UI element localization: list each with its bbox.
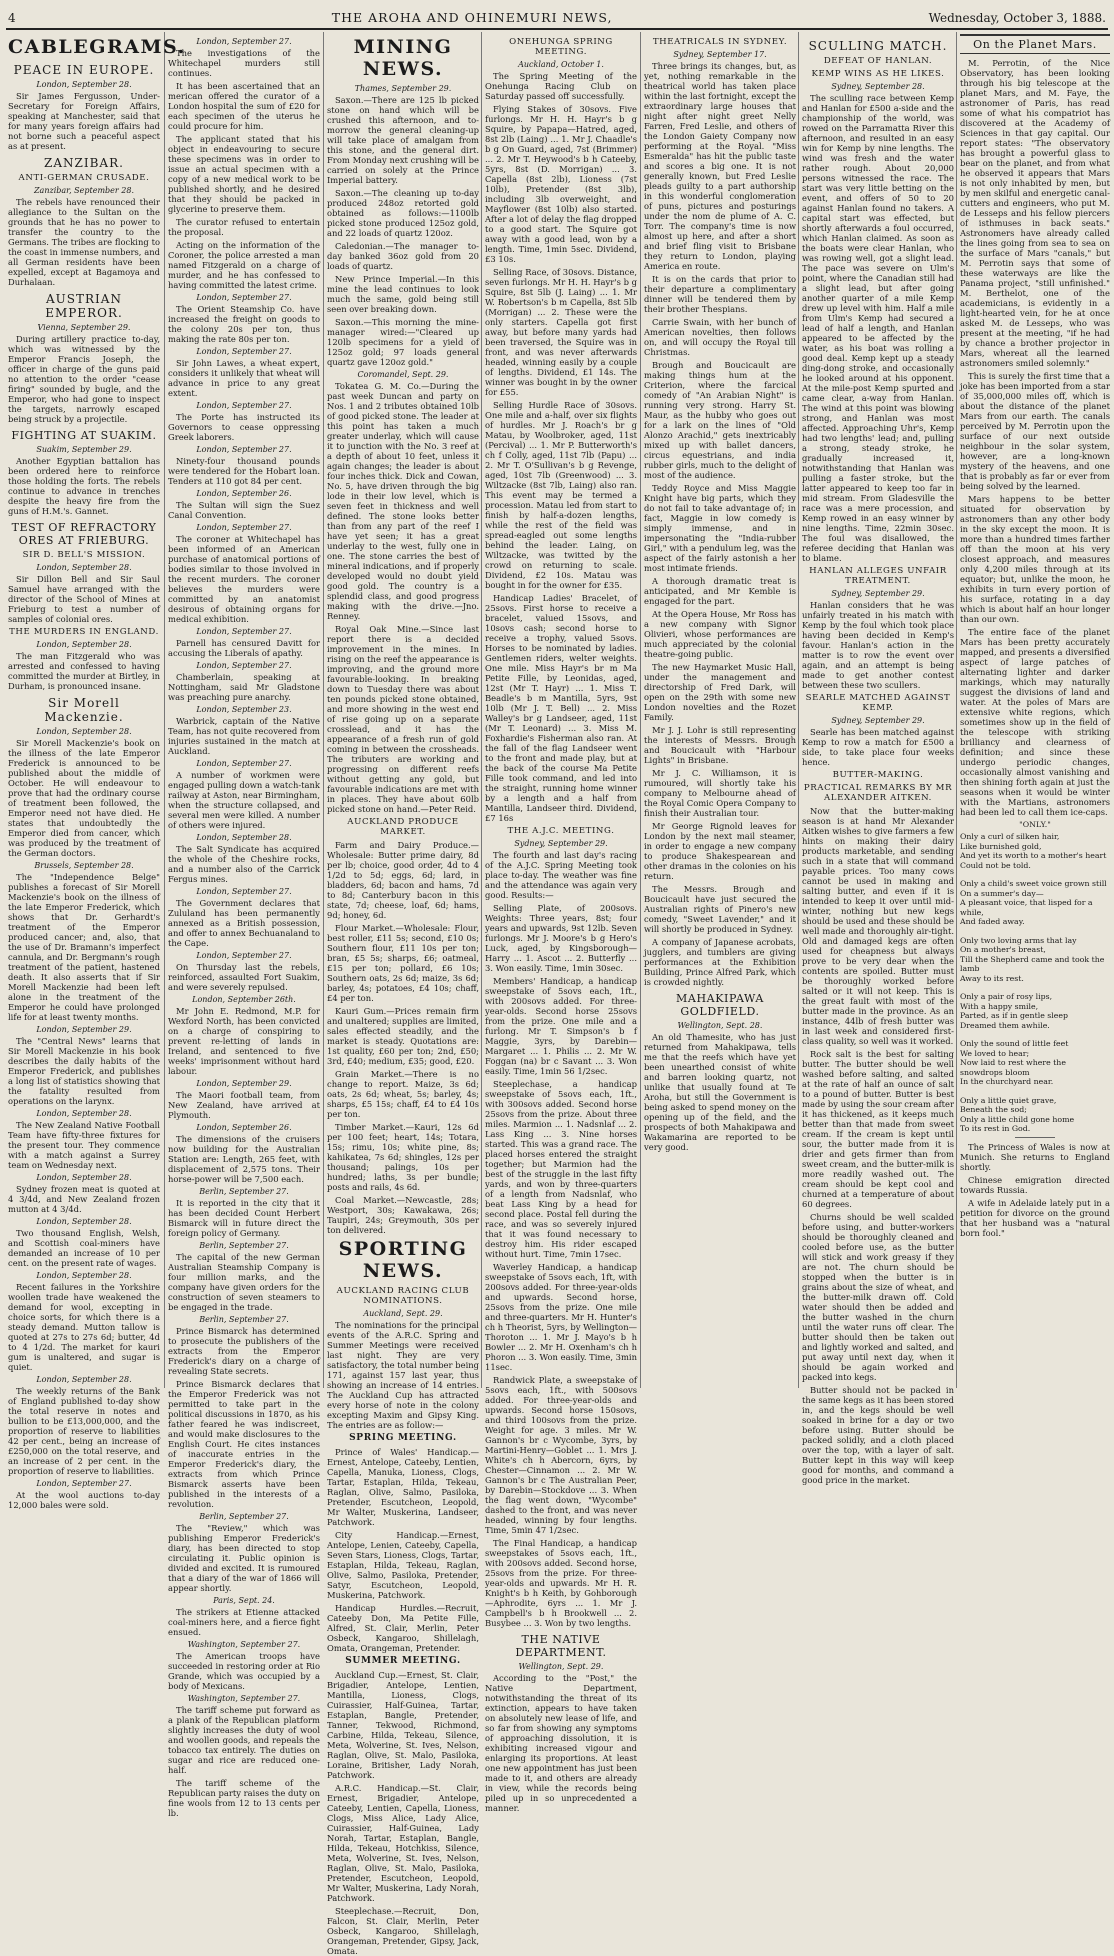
paragraph: The Government declares that Zululand has been permanently annexed as a British possession, and offer to annex Bechuanaland to the Cape. [168, 898, 320, 948]
dateline: London, September 28. [36, 640, 132, 649]
poem-line: And yet its worth to a mother's heart [960, 851, 1107, 861]
paragraph: Members' Handicap, a handicap sweepstake of 5sovs each, 1ft., with 200sovs added. For three-year-olds. Second horse 25sovs from the prize. One mile and a furlong. Mr T. Simpson's b f Maggie, 3yrs, by Darebin—Margaret ... 1. Philis ... 2. Mr W. Foggan (na) br c Savant ... 3. Won easily. Time, 1min 56 1/2sec. [485, 976, 637, 1076]
paragraph: Recent failures in the Yorkshire woollen trade have weakened the demand for wool, excepting in choice sorts, for which there is a steady demand. Mutton tallow is quoted at 27s to 27s 6d; butter, 4d to 4 1/2d. The market for kauri gum is unaltered, and sugar is quiet. [8, 1282, 160, 1372]
dateline: Wellington, Sept. 29. [518, 1662, 604, 1671]
dateline: Zanzibar, September 28. [34, 186, 134, 195]
masthead-bar [6, 8, 1108, 30]
column-rule [640, 32, 641, 1388]
paragraph: A number of workmen were engaged pulling down a watch-tank railway at Aston, near Birmingham, when the structure collapsed, and several men were killed. A number of others were injured. [168, 770, 320, 830]
poem-line: Only a little child gone home [960, 1114, 1075, 1124]
dateline: Washington, September 27. [187, 1694, 301, 1703]
dateline: Suakim, September 29. [36, 445, 132, 454]
paragraph: An old Thamesite, who has just returned from Mahakipawa, tells me that the reefs which have yet been unearthed consist of white and barren looking quartz, not unlike that usually found at Te Aroha, but still the Government is being asked to spend money on the opening up of the field, and the prospects of both Mahakipawa and Wakamarina are reported to be very good. [644, 1032, 796, 1152]
subheading: AUCKLAND RACING CLUB NOMINATIONS. [336, 1286, 470, 1306]
paragraph: The Porte has instructed its Governors to cease oppressing Greek laborers. [168, 412, 320, 442]
paragraph: Auckland Cup.—Ernest, St. Clair, Brigadier, Antelope, Lentien, Mantilla, Lioness, Clogs, Cuirassier, Half-Guinea, Tartar, Estaplan, Bangle, Pretender, Tanner, Tekwood, Richmond, Carbine, Hilda, Tekeau, Silence, Meta, Wolverine, St. Ives, Nelson, Raglan, Olive, St. Malo, Pasiloka, Loraine, Britisher, Lady Norah, Patchwork. [327, 1670, 479, 1780]
paragraph: Mr John E. Redmond, M.P. for Wexford North, has been convicted on a charge of conspiring to prevent re-letting of lands in Ireland, and sentenced to five weeks' imprisonment without hard labour. [168, 1006, 320, 1076]
subheading: PRACTICAL REMARKS BY MR ALEXANDER AITKEN. [803, 783, 953, 803]
poem-line [960, 983, 1110, 992]
issue-date: Wednesday, October 3, 1888. [928, 11, 1106, 25]
paragraph: A wife in Adelaide lately put in a petition for divorce on the ground that her husband was a "natural born fool." [960, 1198, 1110, 1239]
poem-line: Only a little quiet grave, [960, 1095, 1057, 1105]
article-heading: ZANZIBAR. [44, 156, 124, 170]
column-theatricals [644, 34, 796, 1388]
dateline: London, September 27. [196, 293, 292, 302]
paragraph: Waverley Handicap, a handicap sweepstake of 5sovs each, 1ft, with 200sovs added. For three-year-olds and upwards. Second horse, 25sovs from the prize. One mile and three-quarters. Mr H. Hunter's ch h Theorist, 5yrs, by Wellington—Thoroton ... 1. Mr J. Mayo's b h Bowler ... 2. Mr H. Oxenham's ch h Phoron ... 3. Won easily. Time, 3min 11sec. [485, 1262, 637, 1372]
paragraph: The "Central News" learns that Sir Morell Mackenzie in his book describes the daily habits of the Emperor Frederick, and publishes a long list of statistics showing that the fatality resulted from operations on the larynx. [8, 1036, 160, 1106]
dateline: Coromandel, Sept. 29. [357, 370, 449, 379]
dateline: London, September 28. [36, 1375, 132, 1384]
paragraph: During artillery practice to-day, which was witnessed by the Emperor Francis Joseph, the officer in charge of the guns paid no attention to the order "cease firing" sounded by bugle, and the Emperor, who had gone to inspect the targets, narrowly escaped being struck by a projectile. [8, 334, 160, 424]
dateline: London, September 26. [196, 489, 292, 498]
dateline: Paris, Sept. 24. [213, 1596, 275, 1605]
dateline: Sydney, September 29. [514, 839, 608, 848]
paragraph: Three brings its changes, but, as yet, nothing remarkable in the theatrical world has taken place within the last fortnight, except the extraordinary large houses that night after night greet Nelly Farren, Fred Leslie, and others of the London Gaiety Company now performing at the Royal. "Miss Esmeralda" has hit the public taste and scores a big one. It is not generally known, but Fred Leslie pleads guilty to a part authorship in this wonderful conglomeration of puns, pictures and posturings under the nom de plume of A. C. Torr. The company's time is now almost up here, and after a short and brief fling visit to Brisbane they return to London, playing America en route. [644, 61, 796, 271]
poem-line: Only a child's sweet voice grown still [960, 879, 1107, 889]
dateline: London, September 27. [36, 1479, 132, 1488]
article-heading: SCULLING MATCH. [808, 39, 948, 53]
paragraph: Another Egyptian battalion has been ordered here to reinforce those holding the forts. The rebels continue to advance in trenches despite the heavy fire from the guns of H.M.'s. Gannet. [8, 456, 160, 516]
paragraph: A.R.C. Handicap.—St. Clair, Ernest, Brigadier, Antelope, Cateeby, Lentien, Capella, Lioness, Clogs, Miss Alice, Lady Alice, Cuirassier, Half-Guinea, Lady Norah, Tartar, Estaplan, Bangle, Hilda, Tekeau, Hotchkiss, Silence, Meta, Wolverine, St. Ives, Nelson, Raglan, Olive, St. Malo, Pasiloka, Pretender, Escutcheon, Leopold, Mr Walter, Muskerina, Lady Norah, Patchwork. [327, 1783, 479, 1903]
paragraph: At the wool auctions to-day 12,000 bales were sold. [8, 1490, 160, 1510]
paragraph: The "Independence Belge" publishes a forecast of Sir Morell Mackenzie's book on the illness of the late Emperor Frederick, which shows that Dr. Gerhardt's treatment of the Emperor produced cancer; and, also, that the use of Dr. Bramann's imperfect cannula, and Dr. Bergmann's rough treatment of the patient, hastened death. It also asserts that if Sir Morell Mackenzie had been left alone in the treatment of the Emperor he could have prolonged life for at least twenty months. [8, 872, 160, 1022]
article-heading: AUSTRIAN EMPEROR. [45, 292, 123, 320]
paragraph: Flour Market.—Wholesale: Flour, best roller, £11 5s; second, £10 0s; Southern flour, £11 10s per ton; bran, £5 5s; sharps, £6; oatmeal, £15 per ton; pollard, £6 10s; Southern oats, 2s 6d; maize, 3s 6d; barley, 4s; potatoes, £4 10s; chaff, £4 per ton. [327, 923, 479, 1003]
paragraph: Steeplechase, a handicap sweepstake of 5sovs each, 1ft., with 300sovs added. Second horse 25sovs from the prize. About three miles. Marmion ... 1. Nadsnlaf ... 2. Lass King ... 3. Nine horses started. This was a grand race. The placed horses entered the straight together; but Marmion had the best of the struggle in the last fifty yards, and won by three-quarters of a length from Nadsnlaf, who beat Lass King by a head for second place. Postal fell during the race, and was so severely injured that it was found necessary to destroy him. His rider escaped without hurt. Time, 7min 17sec. [485, 1079, 637, 1259]
paragraph: A thorough dramatic treat is anticipated, and Mr Kemble is engaged for the part. [644, 576, 796, 606]
column-sculling-butter [802, 34, 954, 1485]
column-rule [164, 32, 165, 1388]
boxed-heading: On the Planet Mars. [960, 34, 1110, 54]
poem-line: Parted, as if in gentle sleep [960, 1011, 1069, 1021]
paragraph: The Salt Syndicate has acquired the whole of the Cheshire rocks, and a number also of the Carrick Fergus mines. [168, 844, 320, 884]
paragraph: Kauri Gum.—Prices remain firm and unaltered; supplies are limited, sales effected steadily, and the market is steady. Quotations are: 1st quality, £60 per ton; 2nd, £50; 3rd, £40; medium, £35; good, £20. [327, 1006, 479, 1066]
poem-line: With a happy smile, [960, 1001, 1039, 1011]
paragraph: The coroner at Whitechapel has been informed of an American purchase of anatomical portions of bodies similar to those involved in the recent murders. The coroner believes the murders were committed by an anatomist desirous of obtaining organs for medical exhibition. [168, 534, 320, 624]
paragraph: Two thousand English, Welsh, and Scottish coal-miners have demanded an increase of 10 per cent. on the present rate of wages. [8, 1228, 160, 1268]
column-cablegrams-continued [168, 34, 320, 1818]
subheading: BUTTER-MAKING. [832, 770, 924, 780]
poem-line [960, 1030, 1110, 1039]
poem-line: And faded away. [960, 917, 1025, 927]
dateline: Washington, September 27. [187, 1640, 301, 1649]
section-heading: SPORTING NEWS. [338, 1238, 468, 1282]
paragraph: Sir James Fergusson, Under-Secretary for Foreign Affairs, speaking at Manchester, said that for many years foreign affairs had not borne such a peaceful aspect as at present. [8, 91, 160, 151]
paragraph: The rebels have renounced their allegiance to the Sultan on the grounds that he has no power to transfer the country to the Germans. The tribes are flocking to the coast in immense numbers, and all German residents have been expelled, except at Bagamoya and Durhalaan. [8, 197, 160, 287]
dateline: Auckland, October 1. [518, 60, 604, 69]
dateline: London, September 27. [196, 627, 292, 636]
paragraph: M. Perrotin, of the Nice Observatory, has been looking through his big telescope at the planet Mars, and M. Faye, the astronomer of Paris, has read some of what his compatriot has discovered at the Academy of Sciences in that gay capital. Our report states: "The observatory has brought a powerful glass to bear on the planet, and from what he observed it appears that Mars is not only inhabited by men, but by men skilful and energetic canal-cutters and engineers, who put M. de Lesseps and his fellow piercers of isthmuses in back seats." Astronomers have already called the lines going from sea to sea on the surface of Mars "canals," but M. Perrotin says that some of these waterways are like the Panama project, "still unfinished." M. Berthelot, one of the academicians, is evidently in a light-hearted vein, for he at once asked M. de Lesseps, who was present at the meeting, "if he had by chance a brother projector in Mars, whereat all the learned astronomers smiled solemnly." [960, 58, 1110, 368]
article-heading: TEST OF REFRACTORY ORES AT FRIEBURG. [11, 521, 157, 547]
paragraph: The fourth and last day's racing of the A.J.C. Spring Meeting took place to-day. The weather was fine and the attendance was again very good. Results:— [485, 850, 637, 900]
dateline: London, September 28. [36, 727, 132, 736]
paragraph: Sir John Lawes, a wheat expert, considers it unlikely that wheat will advance in price to any great extent. [168, 358, 320, 398]
paragraph: It has been ascertained that an merican offered the curator of a London hospital the sum of £20 for each specimen of the uterus he could procure for him. [168, 81, 320, 131]
dateline: London, September 27. [196, 445, 292, 454]
paragraph: Chinese emigration directed towards Russia. [960, 1175, 1110, 1196]
poem-line: In the churchyard near. [960, 1076, 1054, 1086]
paragraph: Mr J. C. Williamson, it is rumoured, will shortly take his company to Melbourne ahead of the Royal Comic Opera Company to finish their Australian tour. [644, 768, 796, 818]
column-cablegrams [8, 34, 186, 1510]
poem-line: On a summer's day— [960, 888, 1044, 898]
poem-line: Away to its rest. [960, 973, 1024, 983]
paragraph: Now that the butter-making season is at hand Mr Alexander Aitken wishes to give farmers a few hints on making their dairy products marketable, and sending such in a state that will command payable prices. Too many cows cannot be used in making and salting butter, and even if it is intended to keep it over until mid-winter, nothing but new kegs should be used and these should be well made and thoroughly air-tight. Old and damaged kegs are often used for cheapness but always prove to be very dear when the contents are spoiled. Butter must be thoroughly worked before salted or it will not keep. This is the great fault with most of the butter made in the province. As an instance, 44lb of fresh butter was in last week and considered first-class quality, so well was it worked. [802, 806, 954, 1046]
poem-line [960, 870, 1110, 879]
column-racing-results [485, 34, 638, 1813]
subheading: THE MURDERS IN ENGLAND. [9, 627, 159, 637]
subheading: HANLAN ALLEGES UNFAIR TREATMENT. [809, 566, 947, 586]
dateline: Sydney, September 28. [831, 82, 925, 91]
article-heading: MAHAKIPAWA GOLDFIELD. [676, 992, 764, 1018]
paragraph: According to the "Post," the Native Department, notwithstanding the threat of its extinction, appears to have taken on absolutely new lease of life, and so far from showing any symptoms of approaching dissolution, it is exhibiting increased vigour and enlarging its proportions. At least one new appointment has just been made to it, and others are already in view, while the records being piled up in so unprecedented a manner. [485, 1673, 637, 1813]
dateline: Auckland, Sept. 29. [363, 1309, 443, 1318]
paragraph: The "Review," which was publishing Emperor Frederick's diary, has been directed to stop circulating it. Public opinion is divided and excited. It is rumoured that a diary of the war of 1866 will appear shortly. [168, 1523, 320, 1593]
poem-line [960, 926, 1110, 935]
paragraph: Acting on the information of the Coroner, the police arrested a man named Fitzgerald on a charge of murder, and he has confessed to having committed the latest crime. [168, 240, 320, 290]
paragraph: The Messrs. Brough and Boucicault have just secured the Australian rights of Pinero's new comedy, "Sweet Lavender," and it will shortly be produced in Sydney. [644, 884, 796, 934]
dateline: London, September 28. [36, 563, 132, 572]
dateline: London, September 28. [36, 80, 132, 89]
dateline: Vienna, September 29. [37, 323, 131, 332]
poem-line: Dreamed them awhile. [960, 1020, 1050, 1030]
paragraph: Mr George Rignold leaves for London by the next mail steamer, in order to engage a new company to produce Shakespearean and other dramas in the colonies on his return. [644, 821, 796, 881]
dateline: Berlin, September 27. [199, 1241, 289, 1250]
paragraph: The strikers at Etienne attacked coal-miners here, and a fierce fight ensued. [168, 1607, 320, 1637]
paragraph: Butter should not be packed in the same kegs as it has been stored in, and the kegs should be well soaked in brine for a day or two before using. Butter should be packed solidly, and a cloth placed over the top, with a layer of salt. Butter kept in this way will keep good for months, and command a good price in the market. [802, 1385, 954, 1485]
poem-line: A pleasant voice, that lisped for a while, [960, 898, 1093, 917]
article-heading: PEACE IN EUROPE. [13, 63, 155, 77]
meeting-heading: SPRING MEETING. [349, 1433, 457, 1443]
paragraph: Selling Race, of 30sovs. Distance, seven furlongs. Mr H. H. Hayr's b g Squire, 8st 5lb (J. Laing) ... 1. Mr W. Robertson's b m Capella, 8st 5lb (Morrigan) ... 2. These were the only starters. Capella got first away, but before many yards had been traversed, the Squire was in front, and was never afterwards headed, winning easily by a couple of lengths. Dividend, £1 14s. The winner was bought in by the owner for £55. [485, 267, 637, 397]
paragraph: Flying Stakes of 30sovs. Five furlongs. Mr H. H. Hayr's b g Squire, by Papapa—Hatred, aged, 8st 2lb (Laing) ... 1. Mr J. Chaadle's b g On Guard, aged, 7st (Brimmer) ... 2. Mr T. Heywood's b h Cateeby, 5yrs, 8st (D. Morrigan) ... 3. Capella (8st 2lb), Lioness (7st 10lb), Pretender (8st 3lb), including 3lb overweight, and Mayflower (8st 10lb) also started. After a lot of delay the flag dropped to a good start. The Squire got away with a good lead, won by a length. Time, 1min 5sec. Dividend, £3 10s. [485, 104, 638, 264]
paragraph: Grain Market.—There is no change to report. Maize, 3s 6d; oats, 2s 6d; wheat, 5s; barley, 4s; sharps, £5 15s; chaff, £4 to £4 10s per ton. [327, 1069, 479, 1119]
paragraph: A company of Japanese acrobats, jugglers, and tumblers are giving performances at the Exhibition Building, Prince Alfred Park, which is crowded nightly. [644, 937, 796, 987]
paragraph: The investigations of the Whitechapel murders still continues. [168, 48, 320, 78]
paragraph: Mr J. J. Lohr is still representing the interests of Messrs. Brough and Boucicault with "Harbour Lights" in Brisbane. [644, 725, 796, 765]
paragraph: The dimensions of the cruisers now building for the Australian Station are: Length, 265 feet, with displacement of 2,575 tons. Their horse-power will be 7,500 each. [168, 1134, 320, 1184]
dateline: Sydney, September 29. [831, 716, 925, 725]
poem-line: On a mother's breast, [960, 945, 1046, 955]
dateline: London, September 28. [36, 1109, 132, 1118]
paragraph: Saxon.—This morning the mine-manager wired:—"Cleared up 120lb specimens for a yield of 125oz gold; 97 loads general quartz gave 120oz gold." [327, 317, 479, 367]
paragraph: The Final Handicap, a handicap sweepstakes of 5sovs each, 1ft., with 200sovs added. Second horse, 25sovs from the prize. For three-year-olds and upwards. Mr H. R. Knight's b h Keith, by Gohborough—Aphrodite, 6yrs ... 1. Mr J. Campbell's b h Brookwell ... 2. Busybee ... 3. Won by two lengths. [485, 1538, 637, 1628]
paragraph: At the Opera House, Mr Ross has a new company with Signor Olivieri, whose performances are much appreciated by the colonial theatre-going public. [644, 609, 796, 659]
column-rule [798, 32, 799, 1388]
paragraph: The new Haymarket Music Hall, under the management and directorship of Fred Dark, will open on the 29th with some new London novelties and the Rozet Family. [644, 662, 796, 722]
paragraph: Farm and Dairy Produce.—Wholesale: Butter prime dairy, 8d per lb; choice, good order, 4d to 4 1/2d to 5d; eggs, 6d; lard, in bladders, 6d; bacon and hams, 7d to 8d; Canterbury bacon in this state, 7d; cheese, loaf, 6d; hams, 9d; honey, 6d. [327, 840, 479, 920]
poem-line: To its rest in God. [960, 1124, 1031, 1133]
paragraph: Royal Oak Mine.—Since last report there is a decided improvement in the mines. In rising on the reef the appearance is improving, and the ground more favourable-looking. In breaking down to Tuesday there was about ten pounds picked stone obtained, and more showing in the west end of rise going up on a separate crosslead, and it has the appearance of a fresh run of gold coming in between the crossheads. The tributers are working and progressing on different reefs without getting any gold, but favourable indications are met with in places. They have about 60lb picked stone on hand.—Peter Reid. [327, 624, 479, 814]
paragraph: Saxon.—The cleaning up to-day produced 248oz retorted gold obtained as follows:—1100lb picked stone produced 125oz gold, and 22 loads of quartz 120oz. [327, 188, 479, 238]
paragraph: The tariff scheme of the Republican party raises the duty on fine wools from 12 to 13 cents per lb. [168, 1778, 320, 1818]
dateline: London, September 26. [196, 1123, 292, 1132]
paragraph: Chamberlain, speaking at Nottingham, said Mr Gladstone was preaching pure anarchy. [168, 672, 320, 702]
paragraph: Hanlan considers that he was unfairly treated in his match with Kemp by the foul which took place having been decided in Kemp's favour. Hanlan's action in the matter is to row the event over again, and an attempt is being made to get another contest between these two scullers. [802, 600, 954, 690]
poem-line: Now laid to rest where the snowdrops bloom [960, 1058, 1066, 1077]
paragraph: The entire face of the planet Mars has been pretty accurately mapped, and presents a diversified aspect of large patches of alternating lighter and darker markings, which may naturally suggest the divisions of land and water. At the poles of Mars are extensive white regions, which sometimes show up in the field of the telescope with striking brilliancy and clearness of definition; and since these undergo periodic changes, occasionally almost vanishing and then shining forth again at just the seasons when it would be winter with the Martians, astronomers had been led to call them ice-caps. [960, 627, 1110, 817]
section-heading: MINING NEWS. [353, 36, 453, 80]
paragraph: Prince Bismarck has determined to prosecute the publishers of the extracts from the Emperor Frederick's diary on a charge of revealing State secrets. [168, 1326, 320, 1376]
dateline: London, September 27. [196, 887, 292, 896]
poem-line: Could not be told. [960, 860, 1031, 870]
column-rule [481, 32, 482, 1388]
paragraph: Sydney frozen meat is quoted at 4 3/4d, and New Zealand frozen mutton at 4 3/4d. [8, 1184, 160, 1214]
subheading: SIR D. BELL'S MISSION. [22, 550, 146, 560]
poem-line: We loved to hear; [960, 1048, 1030, 1058]
paragraph: Searle has been matched against Kemp to row a match for £500 a side, to take place four weeks hence. [802, 727, 954, 767]
column-planet-mars [960, 34, 1110, 1388]
poem-line [960, 1086, 1110, 1095]
paragraph: The New Zealand Native Football Team have fifty-three fixtures for the present tour. They commence with a match against a Surrey team on Wednesday next. [8, 1120, 160, 1170]
section-heading: CABLEGRAMS. [8, 36, 186, 58]
paragraph: This is surely the first time that a joke has been imported from a star of 35,000,000 miles off, which is about the distance of the planet Mars from our earth. The canals perceived by M. Perrotin upon the surface of our next outside neighbour in the solar system, however, are a long-known mystery of the heavens, and one that is probably as far or ever from being solved by the learned. [960, 371, 1110, 491]
dateline: London, September 28. [36, 1173, 132, 1182]
article-heading: Sir Morell Mackenzie. [44, 696, 124, 724]
page-number: 4 [8, 11, 16, 25]
paragraph: Handicap Ladies' Bracelet, of 25sovs. First horse to receive a bracelet, valued 15sovs, and 10sovs cash; second horse to receive a trophy, valued 5sovs. Horses to be nominated by ladies. Gentlemen riders, welter weights. One mile. Miss Hayr's br m Ma Petite Fille, by Leonidas, aged, 12st (Mr T. Hayr) ... 1. Miss T. Beadle's b m Mantilla, 5yrs, 9st 10lb (Mr J. T. Bell) ... 2. Miss Walley's br g Landseer, aged, 11st (Mr T. Leonard) ... 3. Miss M. Foxhardie's Fisherman also ran. At the fall of the flag Landseer went to the front and made play, but at the back of the course Ma Petite Fille took command, and led into the straight, running home winner by a length and a half from Mantilla, Landseer third. Dividend, £7 16s [485, 593, 637, 823]
dateline: Berlin, September 27. [199, 1512, 289, 1521]
paragraph: Selling Plate, of 200sovs. Weights: Three years, 8st; four years and upwards, 9st 12lb. Seven furlongs. Mr J. Moore's b g Hero's Luck, aged, by Kingsborough—Harry ... 1. Ascot ... 2. Butterfly ... 3. Won easily. Time, 1min 30sec. [485, 903, 637, 973]
dateline: Brussels, September 28. [34, 861, 134, 870]
paragraph: Carrie Swain, with her bunch of American novelties, then follows on, and will occupy the Royal till Christmas. [644, 317, 796, 357]
dateline: London, September 27. [196, 759, 292, 768]
poem-title: "ONLY." [1019, 820, 1051, 829]
paragraph: The Maori football team, from New Zealand, have arrived at Plymouth. [168, 1090, 320, 1120]
subheading: THE A.J.C. MEETING. [507, 826, 615, 836]
poem-line: Beneath the sod; [960, 1105, 1027, 1115]
paragraph: Teddy Royce and Miss Maggie Knight have big parts, which they do not fail to take advantage of; in fact, Maggie in low comedy is simply immense, and in impersonating the "India-rubber Girl," with a pendulum leg, was the aspect of the fairly astonish a her most intimate friends. [644, 483, 796, 573]
poem-line: Only the sound of little feet [960, 1039, 1069, 1049]
paragraph: Selling Hurdle Race of 30sovs. One mile and a-half, over six flights of hurdles. Mr J. Roach's br g Matau, by Woolbroker, aged, 11st (Percival) ... 1. Mr P. Butterworth's ch f Colly, aged, 11st 7lb (Papu) ... 2. Mr T. O'Sullivan's b g Revenge, aged, 10st 7lb (Greenwood) ... 3. Wiltzacke (8st 7lb, Laing) also ran. This event may be termed a procession. Matau led from start to finish by half-a-dozen lengths, while the rest of the field was spread-eagled out some lengths behind the leader. Laing, on Wiltzacke, was twitted by the crowd on returning to scale. Dividend, £2 10s. Matau was bought in for the owner for £35. [485, 400, 637, 590]
paragraph: Sir Dillon Bell and Sir Saul Samuel have arranged with the director of the School of Mines at Frieburg to test a number of samples of colonial ores. [8, 574, 160, 624]
subheading: ANTI-GERMAN CRUSADE. [18, 173, 150, 183]
dateline: London, September 28. [36, 1217, 132, 1226]
dateline: London, September 28. [36, 1271, 132, 1280]
paragraph: The weekly returns of the Bank of England published to-day show the total reserve in notes and bullion to be £13,000,000, and the proportion of reserve to liabilities 42 per cent., being an increase of £250,000 on the total reserve, and an increase of 2 per cent. in the proportion of reserve to liabilities. [8, 1386, 160, 1476]
subheading: DEFEAT OF HANLAN. [823, 56, 933, 66]
dateline: Thames, September 29. [354, 84, 452, 93]
dateline: London, September 26th. [192, 995, 296, 1004]
divider [1015, 1137, 1055, 1138]
paragraph: The Sultan will sign the Suez Canal Convention. [168, 500, 320, 520]
paragraph: Saxon.—There are 125 lb picked stone on hand which will be crushed this afternoon, and to-morrow the general cleaning-up will take place of amalgam from this stone, and the general dirt. From Monday next crushing will be carried on solely at the Prince Imperial battery. [327, 95, 479, 185]
dateline: London, September 23. [196, 705, 292, 714]
subheading: AUCKLAND PRODUCE MARKET. [347, 817, 459, 837]
masthead-title: THE AROHA AND OHINEMURI NEWS, [331, 10, 613, 25]
paragraph: The American troops have succeeded in restoring order at Rio Grande, which was occupied by a body of Mexicans. [168, 1651, 320, 1691]
paragraph: Handicap Hurdles.—Recruit, Cateeby Don, Ma Petite Fille, Alfred, St. Clair, Merlin, Peter Osbeck, Kangaroo, Shillelagh, Omata, Orangeman, Pretender. [327, 1603, 479, 1653]
paragraph: Timber Market.—Kauri, 12s 6d per 100 feet; heart, 14s; Totara, 15s; rimu, 10s; white pine, 8s; kahikatea, 7s 6d; shingles, 12s per thousand; palings, 10s per hundred; laths, 3s per bundle; posts and rails, 4s 6d. [327, 1122, 479, 1192]
subheading: THEATRICALS IN SYDNEY. [652, 37, 788, 47]
dateline: Berlin, September 27. [199, 1315, 289, 1324]
dateline: Berlin, September 27. [199, 1187, 289, 1196]
poem-line: Only a pair of rosy lips, [960, 992, 1053, 1002]
paragraph: Brough and Boucicault are making things hum at the Criterion, where the farcical comedy of "An Arabian Night" is running very strong. Harry St. Maur, as the hubby who goes out for a lark on the lines of "Old Alonzo Arachid," gets inextricably mixed up with ballet dancers, circus equestrians, and india rubber girls, much to the delight of most of the audience. [644, 360, 796, 480]
paragraph: Churns should be well scalded before using, and butter-workers should be thoroughly cleaned and cooled before use, as the butter will stick and work greasy if they are not. The churn should be stopped when the butter is in grains about the size of wheat, and the butter-milk drawn off. Cold water should then be added and the butter washed in the churn until the water runs off clear. The butter should then be taken out and lightly worked and salted, and put away until next day, when it should be again worked and packed into kegs. [802, 1212, 954, 1382]
paragraph: Mars happens to be better situated for observation by astronomers than any other body in the sky except the moon. It is more than a hundred times farther off than the moon at his very closest approach, and measures only 4,200 miles through at its equator; but, unlike the moon, he exhibits in turn every portion of his surface, rotating in a day which is about half an hour longer than our own. [960, 494, 1110, 624]
paragraph: Rock salt is the best for salting butter. The butter should be well washed before salting, and salted at the rate of half an ounce of salt to a pound of butter. Butter is best made by using the sour cream after it has thickened, as it keeps much better than that made from sweet cream. If the cream is kept until sour, the butter made from it is drier and gets firmer than from sweet cream, and the butter-milk is more readily washed out. The cream should be kept cool and churned at a temperature of about 60 degrees. [802, 1049, 954, 1209]
poem [960, 820, 1110, 1133]
dateline: London, September 27. [196, 523, 292, 532]
dateline: London, September 27. [196, 401, 292, 410]
paragraph: The Orient Steamship Co. have increased the freight on goods to the colony 20s per ton, thus making the rate 80s per ton. [168, 304, 320, 344]
paragraph: The sculling race between Kemp and Hanlan for £500 a-side and the championship of the world, was rowed on the Parramatta River this afternoon, and resulted in an easy win for Kemp by nine lengths. The wind was fresh and the water rather rough. About 20,000 persons witnessed the race. The start was very little betting on the event, and offers of 50 to 20 against Hanlan found no takers. A capital start was effected, but shortly afterwards a foul occurred, which Hanlan claimed. As soon as the boats were clear Hanlan, who was rowing well, got a slight lead. The pace was severe on Ulm's point, where the Canadian still had a slight lead, but after going another quarter of a mile Kemp drew up level with him. Half a mile from Ulm's Kemp had secured a lead of half a length, and Hanlan appeared to be affected by the water, as his boat was rolling a good deal. Kemp kept up a steady ding-dong stroke, and occasionally he looked around at his opponent. At the mile-post Kemp spurted and came clear, a-way from Hanlan. The wind at this point was blowing strong, and Hanlan was most affected. Approaching Uhr's, Kemp had two lengths' lead; and, pulling a strong, steady stroke, he gradually increased it, notwithstanding that Hanlan was pulling a faster stroke, but the latter appeared to keep too far in mid stream. From Gladesville the race was a mere procession, and Kemp rowed in an easy winner by nine lengths. Time, 22min 30sec. The foul was disallowed, the referee deciding that Hanlan was to blame. [802, 93, 954, 563]
dateline: London, September 29. [196, 1079, 292, 1088]
dateline: London, September 27. [196, 661, 292, 670]
paragraph: Caledonian.—The manager to-day banked 36oz gold from 20 loads of quartz. [327, 241, 479, 271]
column-mining-sporting [327, 34, 479, 1956]
article-heading: FIGHTING AT SUAKIM. [11, 429, 157, 442]
dateline: London, September 28. [196, 833, 292, 842]
paragraph: Steeplechase.—Recruit, Don, Falcon, St. Clair, Merlin, Peter Osbeck, Kangaroo, Shillelagh, Orangeman, Pretender, Gipsy, Jack, Omata. [327, 1906, 479, 1956]
paragraph: Sir Morell Mackenzie's book on the illness of the late Emperor Frederick is announced to be published about the middle of October. He will endeavour to prove that had the ordinary course of treatment been followed, the Emperor need not have died. He states that undoubtedly the Emperor died from cancer, which was produced by the treatment of the German doctors. [8, 738, 160, 858]
paragraph: Coal Market.—Newcastle, 28s; Westport, 30s; Kawakawa, 26s; Taupiri, 24s; Greymouth, 30s per ton delivered. [327, 1195, 479, 1235]
paragraph: Parnell has censured Davitt for accusing the Liberals of apathy. [168, 638, 320, 658]
paragraph: It is reported in the city that it has been decided Count Herbert Bismarck will in future direct the foreign policy of Germany. [168, 1198, 320, 1238]
paragraph: The Princess of Wales is now at Munich. She returns to England shortly. [960, 1142, 1110, 1173]
paragraph: City Handicap.—Ernest, Antelope, Lenien, Cateeby, Capella, Seven Stars, Lioness, Clogs, Tartar, Estaplan, Hilda, Tekeau, Raglan, Olive, Salmo, Pasiloka, Pretender, Satyr, Escutcheon, Leopold, Muskerina, Patchwork. [327, 1530, 479, 1600]
paragraph: The nominations for the principal events of the A.R.C. Spring and Summer Meetings were received last night. They are very satisfactory, the total number being 171, against 157 last year, thus showing an increase of 14 entries. The Auckland Cup has attracted every horse of note in the colony excepting Maxim and Gipsy King. The entries are as follow:— [327, 1320, 479, 1430]
subheading: SEARLE MATCHED AGAINST KEMP. [805, 693, 951, 713]
paragraph: The curator refused to entertain the proposal. [168, 217, 320, 237]
column-rule [956, 32, 957, 1388]
paragraph: Randwick Plate, a sweepstake of 5sovs each, 1ft., with 500sovs added. For three-year-olds and upwards. Second horse 150sovs, and third 100sovs from the prize. Weight for age. 3 miles. Mr W. Gannon's br c Wycombe, 3yrs, by Martini-Henry—Goblet ... 1. Mrs J. White's ch h Abercorn, 6yrs, by Chester—Cinnamon ... 2. Mr W. Gannon's br c The Australian Peer, by Darebin—Stockdove ... 3. When the flag went down, "Wycombe" dashed to the front, and was never headed, winning by four lengths. Time, 5min 47 1/2sec. [485, 1375, 637, 1535]
poem-line: Only a curl of silken hair, [960, 832, 1060, 842]
dateline: London, September 27. [196, 951, 292, 960]
paragraph: The Spring Meeting of the Onehunga Racing Club on Saturday passed off successfully. [485, 71, 637, 101]
poem-line: Like burnished gold, [960, 841, 1042, 851]
dateline: Sydney, September 29. [831, 589, 925, 598]
dateline: London, September 27. [196, 37, 292, 46]
paragraph: The tariff scheme put forward as a plank of the Republican platform slightly increases the duty of wool and woollen goods, and repeals the tobacco tax entirely. The duties on sugar and rice are reduced one-half. [168, 1705, 320, 1775]
paragraph: On Thursday last the rebels, reinforced, assaulted Fort Suakim, and were severely repulsed. [168, 962, 320, 992]
paragraph: The man Fitzgerald who was arrested and confessed to having committed the murder at Birtley, in Durham, is pronounced insane. [8, 651, 160, 691]
paragraph: New Prince Imperial.—In this mine the lead continues to look much the same, gold being still seen over breaking down. [327, 274, 479, 314]
paragraph: Prince of Wales' Handicap.—Ernest, Antelope, Cateeby, Lentien, Capella, Manuka, Lioness, Clogs, Tartar, Estaplan, Hilda, Tekeau, Raglan, Olive, Salmo, Pasiloka, Pretender, Escutcheon, Leopold, Mr Walter, Muskerina, Landseer, Patchwork. [327, 1447, 479, 1527]
subheading: KEMP WINS AS HE LIKES. [811, 69, 945, 79]
paragraph: Tokatea G. M. Co.—During the past week Duncan and party on Nos. 1 and 2 tributes obtained 10lb of good picked stone. The leader at this point has taken a much greater underlay, which will cause it to junction with the No. 3 reef at a depth of about 10 feet, unless it again changes; the leader is about four inches thick. Dick and Cowan, No. 5, have driven through the big lode in their low level, which is seven feet in thickness and well defined. The stone looks better than from any part of the reef I have yet seen; it has a great underlay to the west, fully one in one. The stone carries the best of mineral indications, and if properly developed would no doubt yield good gold. The country is a splendid class, and good progress making with the drive.—Jno. Renney. [327, 381, 479, 621]
meeting-heading: SUMMER MEETING. [345, 1656, 461, 1666]
paragraph: The capital of the new German Australian Steamship Company is four million marks, and the company have given orders for the construction of seven steamers to be engaged in the trade. [168, 1252, 320, 1312]
subheading: ONEHUNGA SPRING MEETING. [509, 37, 613, 57]
poem-line: Only two loving arms that lay [960, 935, 1077, 945]
column-rule [323, 32, 324, 1388]
poem-line: Till the Shepherd came and took the lamb [960, 954, 1105, 974]
dateline: London, September 29. [36, 1025, 132, 1034]
dateline: London, September 27. [196, 347, 292, 356]
dateline: Sydney, September 17. [673, 50, 767, 59]
paragraph: Warbrick, captain of the Native Team, has not quite recovered from injuries sustained in the match at Auckland. [168, 716, 320, 756]
paragraph: Ninety-four thousand pounds were tendered for the Hobart loan. Tenders at 110 got 84 per cent. [168, 456, 320, 486]
paragraph: The applicant stated that his object in endeavouring to secure these specimens was in order to issue an actual specimen with a copy of a new medical work to be published shortly, and he desired that they should be packed in glycerine to preserve them. [168, 134, 320, 214]
article-heading: THE NATIVE DEPARTMENT. [515, 1633, 607, 1659]
paragraph: It is on the cards that prior to their departure a complimentary dinner will be tendered them by their brother Thespians. [644, 274, 796, 314]
paragraph: Prince Bismarck declares that the Emperor Frederick was not permitted to take part in the political discussions in 1870, as his father feared he was indiscreet, and would make disclosures to the English Court. He cites instances of inaccurate entries in the Emperor Frederick's diary, the extracts from which Prince Bismarck asserts have been published in the interests of a revolution. [168, 1379, 320, 1509]
dateline: Wellington, Sept. 28. [677, 1021, 763, 1030]
